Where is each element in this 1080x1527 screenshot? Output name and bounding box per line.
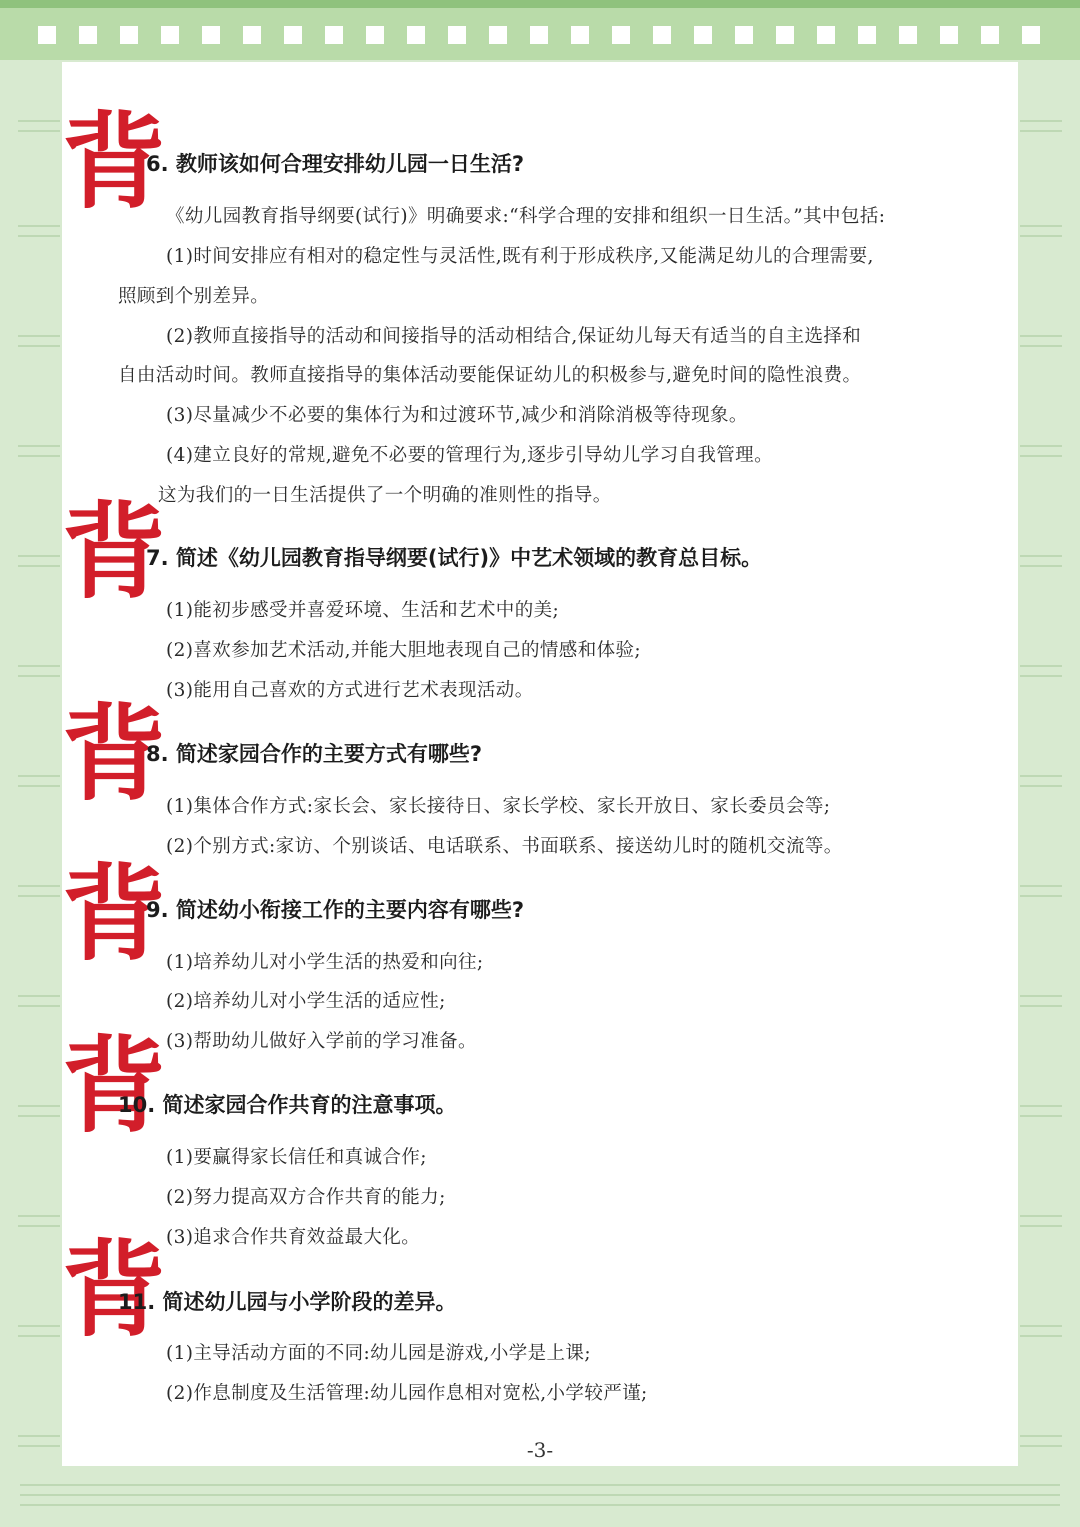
paragraph-line: (2)培养幼儿对小学生活的适应性;: [166, 991, 446, 1012]
binder-hole: [202, 26, 220, 44]
binder-hole: [899, 26, 917, 44]
paragraph-line: (1)集体合作方式:家长会、家长接待日、家长学校、家长开放日、家长委员会等;: [166, 796, 831, 817]
paragraph-line: (1)主导活动方面的不同:幼儿园是游戏,小学是上课;: [166, 1343, 591, 1364]
binder-hole: [858, 26, 876, 44]
binder-hole: [243, 26, 261, 44]
binder-hole: [735, 26, 753, 44]
document-page: [62, 62, 1018, 1466]
paragraph-line: (1)培养幼儿对小学生活的热爱和向往;: [166, 952, 484, 973]
paragraph-line: (2)喜欢参加艺术活动,并能大胆地表现自己的情感和体验;: [166, 640, 642, 661]
binder-hole: [653, 26, 671, 44]
paragraph-line: (3)能用自己喜欢的方式进行艺术表现活动。: [166, 680, 534, 701]
binder-hole: [489, 26, 507, 44]
right-margin-lines: [1020, 110, 1062, 1500]
paragraph-line: (2)作息制度及生活管理:幼儿园作息相对宽松,小学较严谨;: [166, 1383, 648, 1404]
binder-hole: [694, 26, 712, 44]
paragraph-line: 照顾到个别差异。: [118, 286, 270, 307]
marker-bei: 背: [62, 491, 167, 613]
paragraph-line: (2)教师直接指导的活动和间接指导的活动相结合,保证幼儿每天有适当的自主选择和: [166, 326, 862, 347]
binder-hole: [981, 26, 999, 44]
section-title: 6. 教师该如何合理安排幼儿园一日生活?: [146, 152, 525, 176]
marker-bei: 背: [62, 1229, 167, 1351]
binder-hole: [448, 26, 466, 44]
top-strip: [0, 0, 1080, 8]
paragraph-line: (1)能初步感受并喜爱环境、生活和艺术中的美;: [166, 600, 560, 621]
binder-hole: [284, 26, 302, 44]
section-title: 11. 简述幼儿园与小学阶段的差异。: [118, 1290, 457, 1314]
section-title: 8. 简述家园合作的主要方式有哪些?: [146, 742, 483, 766]
page-number: -3-: [526, 1438, 554, 1462]
paragraph-line: (2)个别方式:家访、个别谈话、电话联系、书面联系、接送幼儿时的随机交流等。: [166, 836, 843, 857]
section-title: 10. 简述家园合作共育的注意事项。: [118, 1093, 457, 1117]
paragraph-line: (4)建立良好的常规,避免不必要的管理行为,逐步引导幼儿学习自我管理。: [166, 445, 773, 466]
binder-hole: [817, 26, 835, 44]
paragraph-line: (3)尽量减少不必要的集体行为和过渡环节,减少和消除消极等待现象。: [166, 405, 748, 426]
marker-bei: 背: [62, 693, 167, 815]
paragraph-line: (1)要赢得家长信任和真诚合作;: [166, 1147, 427, 1168]
left-margin-lines: [18, 110, 60, 1500]
binder-hole: [1022, 26, 1040, 44]
marker-bei: 背: [62, 101, 167, 223]
binder-hole: [38, 26, 56, 44]
paragraph-line: (1)时间安排应有相对的稳定性与灵活性,既有利于形成秩序,又能满足幼儿的合理需要,: [166, 246, 874, 267]
binder-hole: [325, 26, 343, 44]
paragraph-line: 自由活动时间。教师直接指导的集体活动要能保证幼儿的积极参与,避免时间的隐性浪费。: [118, 365, 862, 386]
binder-hole: [407, 26, 425, 44]
binder-hole: [530, 26, 548, 44]
paragraph-line: (3)追求合作共育效益最大化。: [166, 1227, 421, 1248]
marker-bei: 背: [62, 853, 167, 975]
paragraph-line: (2)努力提高双方合作共育的能力;: [166, 1187, 446, 1208]
binder-hole: [161, 26, 179, 44]
binder-hole: [776, 26, 794, 44]
paragraph-line: (3)帮助幼儿做好入学前的学习准备。: [166, 1031, 477, 1052]
binder-hole: [366, 26, 384, 44]
top-binder-band: [0, 0, 1080, 60]
marker-bei: 背: [62, 1025, 167, 1147]
paragraph-line: 《幼儿园教育指导纲要(试行)》明确要求:“科学合理的安排和组织一日生活。”其中包括:: [166, 206, 886, 227]
binder-holes: [38, 26, 1048, 44]
binder-hole: [571, 26, 589, 44]
binder-hole: [612, 26, 630, 44]
paragraph-line: 这为我们的一日生活提供了一个明确的准则性的指导。: [158, 485, 612, 506]
binder-hole: [79, 26, 97, 44]
binder-hole: [940, 26, 958, 44]
binder-hole: [120, 26, 138, 44]
bottom-lines: [20, 1478, 1060, 1518]
section-title: 9. 简述幼小衔接工作的主要内容有哪些?: [146, 898, 525, 922]
section-title: 7. 简述《幼儿园教育指导纲要(试行)》中艺术领域的教育总目标。: [146, 546, 763, 570]
